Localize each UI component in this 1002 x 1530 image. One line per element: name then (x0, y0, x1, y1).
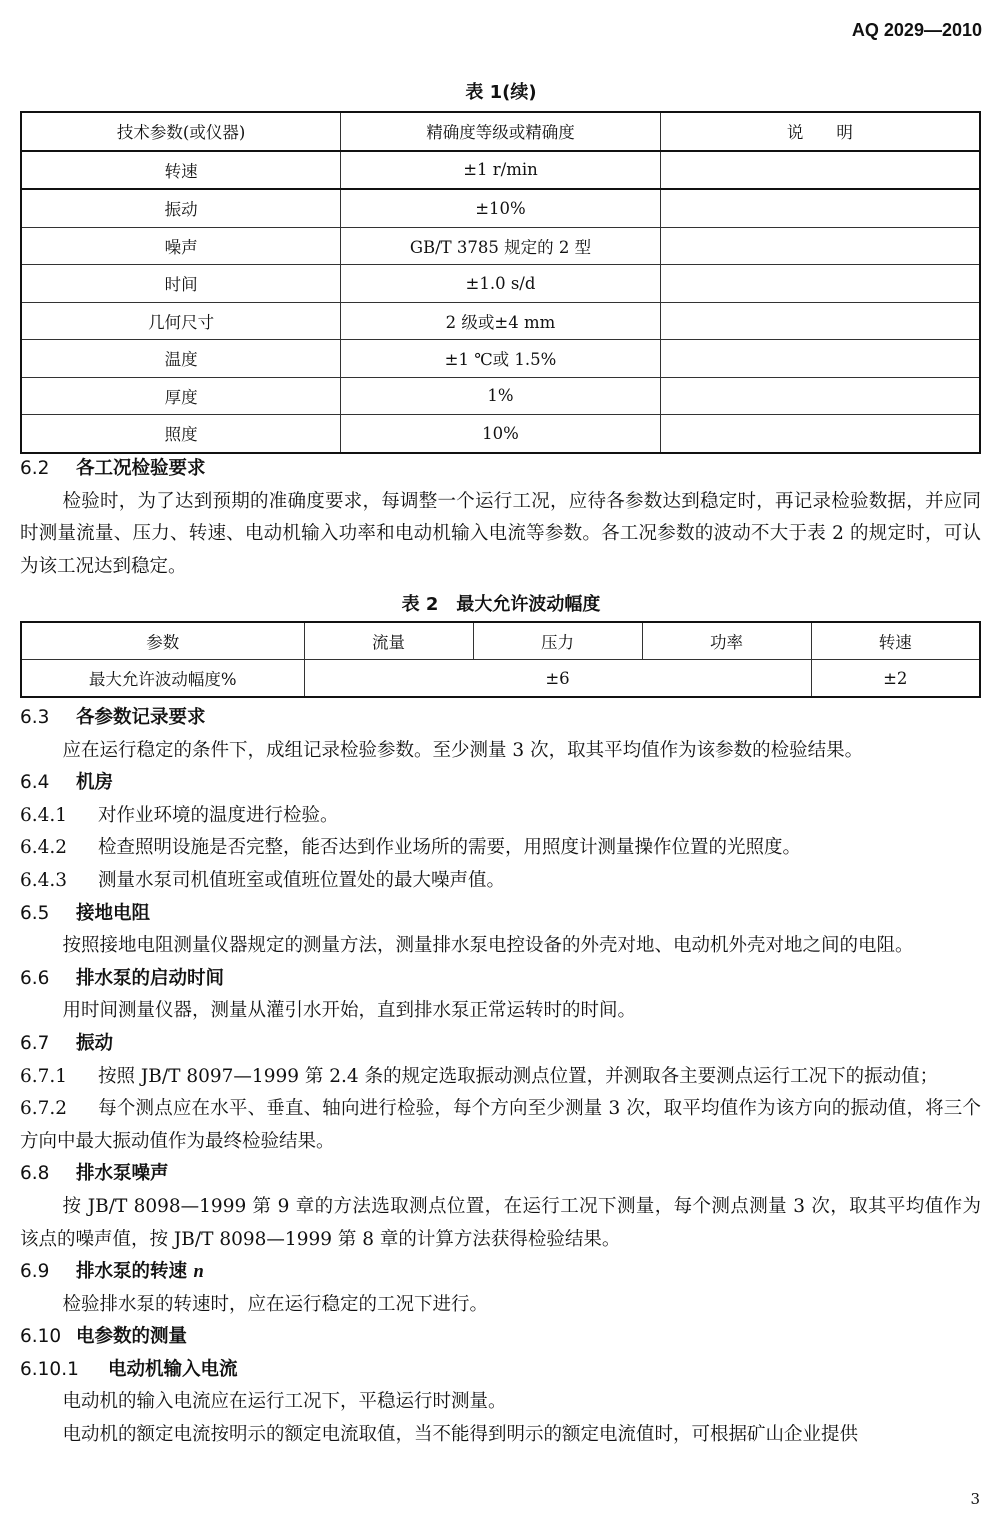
table-cell: 温度 (21, 340, 341, 378)
table2 (20, 621, 981, 698)
table-cell: 噪声 (21, 227, 341, 265)
symbol-n: n (193, 1262, 204, 1283)
paragraph: 按 JB/T 8098—1999 第 9 章的方法选取测点位置，在运行工况下测量，每个测点测量 3 次，取其平均值作为该点的噪声值，按 JB/T 8098—1999 第 8 章的计算方法获得检验结果。 (20, 1195, 981, 1250)
table-row (21, 340, 980, 378)
section-heading: 6.7 振动 (20, 1032, 114, 1054)
section-heading: 6.5 接地电阻 (20, 902, 151, 924)
subsection-item: 6.4.3 测量水泵司机值班室或值班位置处的最大噪声值。 (20, 869, 506, 891)
table1 (20, 111, 981, 454)
table-cell: ±2 (811, 660, 980, 698)
section-heading: 6.10 电参数的测量 (20, 1326, 188, 1348)
table-cell (660, 227, 980, 265)
table-header-row (21, 112, 980, 151)
table-row (21, 377, 980, 415)
table-cell: 厚度 (21, 377, 341, 415)
table-cell: ±1 ℃或 1.5% (341, 340, 661, 378)
section-heading: 6.9 排水泵的转速 n (20, 1261, 204, 1283)
table2-caption: 表 2 最大允许波动幅度 (401, 594, 601, 615)
table-row (21, 227, 980, 265)
table-header-cell: 技术参数(或仪器) (21, 112, 341, 151)
table-row (21, 151, 980, 190)
table-cell (660, 340, 980, 378)
section-heading: 6.8 排水泵噪声 (20, 1163, 169, 1185)
table-cell: ±6 (304, 660, 811, 698)
paragraph: 应在运行稳定的条件下，成组记录检验参数。至少测量 3 次，取其平均值作为该参数的检验结果。 (62, 739, 864, 761)
table-cell: GB/T 3785 规定的 2 型 (341, 227, 661, 265)
section-heading: 6.4 机房 (20, 772, 114, 794)
paragraph: 电动机的额定电流按明示的额定电流取值，当不能得到明示的额定电流值时，可根据矿山企业提供 (62, 1424, 859, 1446)
table-cell: 1% (341, 377, 661, 415)
section-heading: 6.6 排水泵的启动时间 (20, 967, 225, 989)
document-code: AQ 2029—2010 (851, 20, 982, 40)
subsection-item: 6.4.1 对作业环境的温度进行检验。 (20, 804, 339, 826)
table-cell: ±1 r/min (341, 151, 661, 190)
table1-caption: 表 1(续) (465, 82, 537, 103)
table-cell: ±1.0 s/d (341, 265, 661, 303)
paragraph: 检验排水泵的转速时，应在运行稳定的工况下进行。 (62, 1293, 489, 1315)
table-cell: ±10% (341, 189, 661, 227)
table-row (21, 415, 980, 453)
section-heading: 6.2 各工况检验要求 (20, 458, 206, 479)
table-cell: 10% (341, 415, 661, 453)
subsection-item: 6.7.1 按照 JB/T 8097—1999 第 2.4 条的规定选取振动测点位置，并测取各主要测点运行工况下的振动值； (20, 1065, 939, 1087)
table-row (21, 189, 980, 227)
table-cell (660, 377, 980, 415)
table-cell: 振动 (21, 189, 341, 227)
table-header-cell: 说 明 (660, 112, 980, 151)
table-header-cell: 功率 (642, 622, 811, 660)
table-cell (660, 415, 980, 453)
table-row (21, 302, 980, 340)
paragraph: 用时间测量仪器，测量从灌引水开始，直到排水泵正常运转时的时间。 (62, 1000, 637, 1022)
table-cell (660, 151, 980, 190)
table-cell: 时间 (21, 265, 341, 303)
table-cell (660, 265, 980, 303)
table-header-cell: 流量 (304, 622, 473, 660)
table-cell: 转速 (21, 151, 341, 190)
table-header-cell: 参数 (21, 622, 304, 660)
table-row (21, 265, 980, 303)
table-cell (660, 302, 980, 340)
table-row (21, 660, 980, 698)
section-heading: 6.3 各参数记录要求 (20, 707, 206, 728)
page-number: 3 (970, 1490, 980, 1508)
table-header-cell: 转速 (811, 622, 980, 660)
table-header-row (21, 622, 980, 660)
paragraph: 电动机的输入电流应在运行工况下，平稳运行时测量。 (62, 1391, 507, 1413)
table-cell (660, 189, 980, 227)
table-header-cell: 压力 (473, 622, 642, 660)
table-cell: 照度 (21, 415, 341, 453)
sections-6-3-to-6-10 (20, 702, 981, 1452)
table-cell: 2 级或±4 mm (341, 302, 661, 340)
subsection-heading: 6.10.1 电动机输入电流 (20, 1358, 238, 1380)
table-cell: 几何尺寸 (21, 302, 341, 340)
paragraph: 按照接地电阻测量仪器规定的测量方法，测量排水泵电控设备的外壳对地、电动机外壳对地之间的电阻。 (62, 935, 914, 957)
table-header-cell: 精确度等级或精确度 (341, 112, 661, 151)
table-cell: 最大允许波动幅度% (21, 660, 304, 698)
paragraph: 检验时，为了达到预期的准确度要求，每调整一个运行工况，应待各参数达到稳定时，再记录检验数据，并应同时测量流量、压力、转速、电动机输入功率和电动机输入电流等参数。各工况参数的波动不大于表 2 的规定时，可认为该工况达到稳定。 (20, 490, 981, 577)
section-6-2 (20, 453, 981, 583)
subsection-item: 6.7.2 每个测点应在水平、垂直、轴向进行检验，每个方向至少测量 3 次，取平均值作为该方向的振动值，将三个方向中最大振动值作为最终检验结果。 (20, 1098, 981, 1152)
subsection-item: 6.4.2 检查照明设施是否完整，能否达到作业场所的需要，用照度计测量操作位置的光照度。 (20, 837, 802, 859)
